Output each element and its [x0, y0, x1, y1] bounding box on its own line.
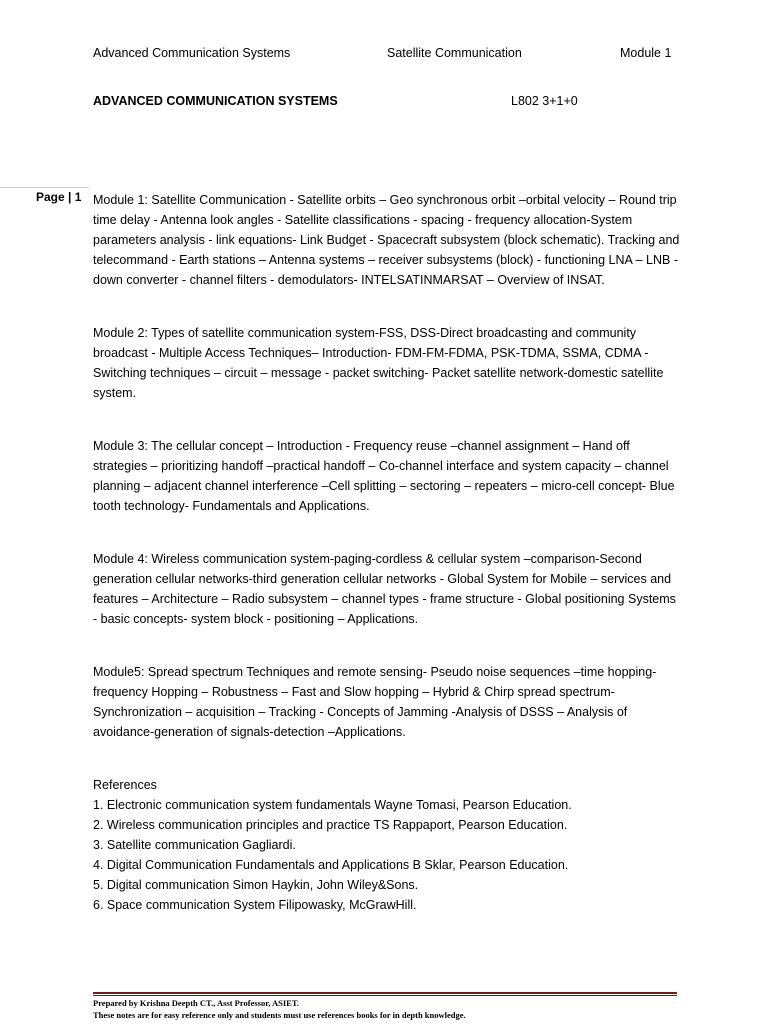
reference-item: 6. Space communication System Filipowasky, McGrawHill.: [93, 898, 417, 912]
footer-rule: [93, 992, 677, 996]
module-3-paragraph: Module 3: The cellular concept – Introduction - Frequency reuse –channel assignment – Hand off strategies – prioritizing handoff –practical handoff – Co-channel interface and system capacity – channel planning – adjacent channel interference –Cell splitting – sectoring – repeaters – micro-cell concept- Blue tooth technology- Fundamentals and Applications.: [93, 439, 675, 513]
references-list: [93, 795, 683, 915]
header-center-text: Satellite Communication: [387, 46, 522, 60]
reference-item: 1. Electronic communication system fundamentals Wayne Tomasi, Pearson Education.: [93, 798, 572, 812]
course-title: ADVANCED COMMUNICATION SYSTEMS: [93, 94, 338, 108]
reference-item: 5. Digital communication Simon Haykin, John Wiley&Sons.: [93, 878, 419, 892]
module-4-paragraph: Module 4: Wireless communication system-paging-cordless & cellular system –comparison-Second generation cellular networks-third generation cellular networks - Global System for Mobile – services and features – Architecture – Radio subsystem – channel types - frame structure - Global positioning Systems - basic concepts- system block - positioning – Applications.: [93, 552, 676, 626]
reference-item: 2. Wireless communication principles and practice TS Rappaport, Pearson Education.: [93, 818, 568, 832]
footer-author-line: Prepared by Krishna Deepth CT., Asst Professor, ASIET.: [93, 998, 299, 1008]
page-number-rule: [0, 187, 89, 188]
reference-item: 3. Satellite communication Gagliardi.: [93, 838, 296, 852]
module-5-paragraph: Module5: Spread spectrum Techniques and remote sensing- Pseudo noise sequences –time hopping-frequency Hopping – Robustness – Fast and Slow hopping – Hybrid & Chirp spread spectrum- Synchronization – acquisition – Tracking - Concepts of Jamming -Analysis of DSSS – Analysis of avoidance-generation of signals-detection –Applications.: [93, 665, 657, 739]
reference-item: 4. Digital Communication Fundamentals and Applications B Sklar, Pearson Education.: [93, 858, 569, 872]
module-1-paragraph: Module 1: Satellite Communication - Satellite orbits – Geo synchronous orbit –orbital velocity – Round trip time delay - Antenna look angles - Satellite classifications - spacing - frequency allocation-System parameters analysis - link equations- Link Budget - Spacecraft subsystem (block schematic). Tracking and telecommand - Earth stations – Antenna systems – receiver subsystems (block) - functioning LNA – LNB - down converter - channel filters - demodulators- INTELSATINMARSAT – Overview of INSAT.: [93, 193, 680, 287]
page-number-label: Page | 1: [36, 190, 82, 204]
footer-note-line: These notes are for easy reference only and students must use references books for in depth knowledge.: [93, 1010, 466, 1020]
syllabus-content: [93, 190, 683, 915]
course-code: L802 3+1+0: [511, 94, 578, 108]
references-heading: References: [93, 778, 157, 792]
header-right-text: Module 1: [620, 46, 672, 60]
references-section: [93, 775, 683, 915]
module-2-paragraph: Module 2: Types of satellite communication system-FSS, DSS-Direct broadcasting and community broadcast - Multiple Access Techniques– Introduction- FDM-FM-FDMA, PSK-TDMA, SSMA, CDMA - Switching techniques – circuit – message - packet switching- Packet satellite network-domestic satellite system.: [93, 326, 664, 400]
header-left-text: Advanced Communication Systems: [93, 46, 291, 60]
